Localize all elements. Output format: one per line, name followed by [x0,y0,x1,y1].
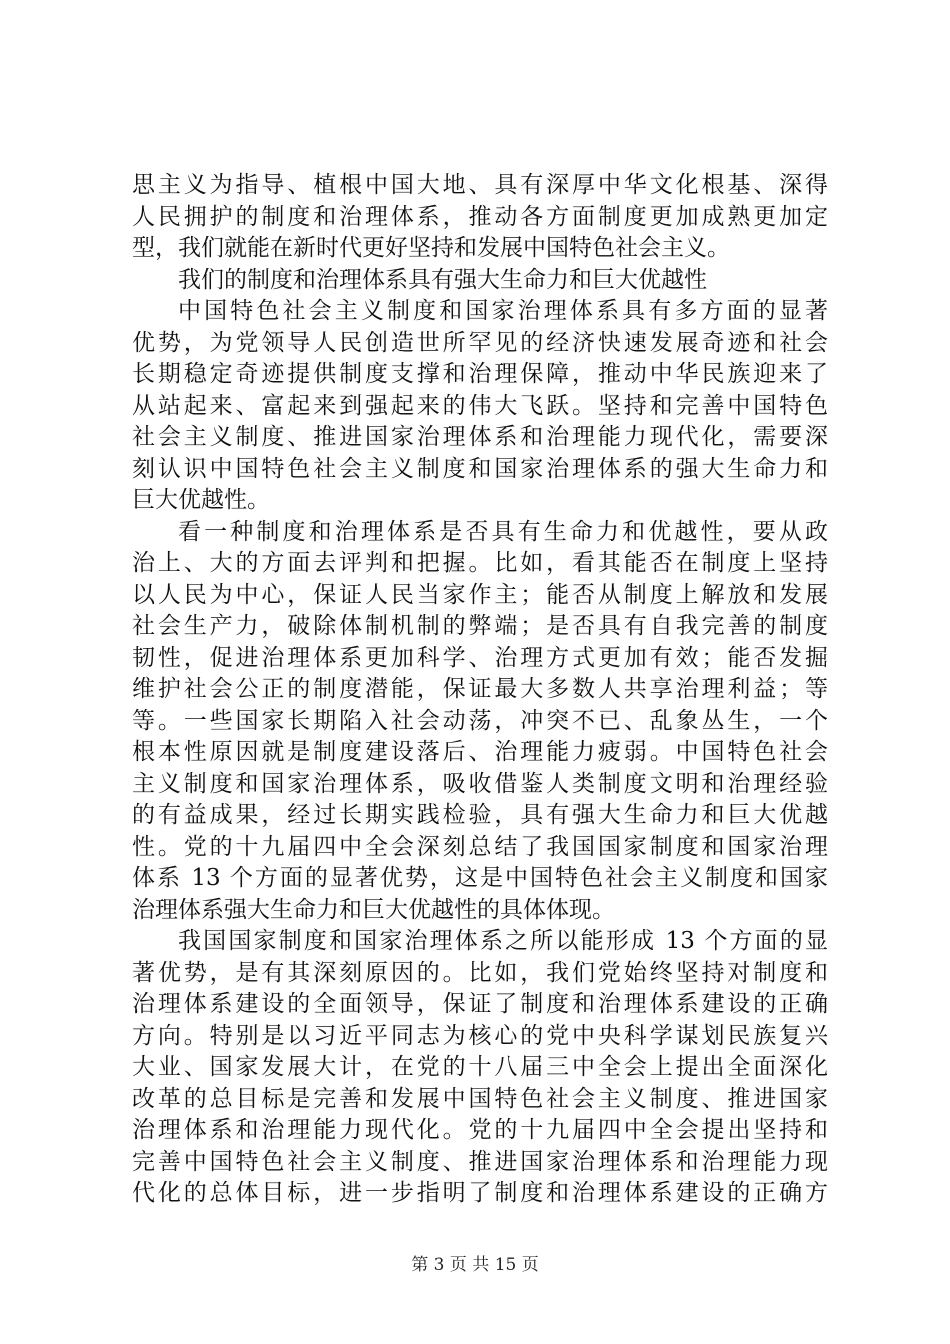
text-line: 维护社会公正的制度潜能，保证最大多数人共享治理利益；等 [132,676,828,702]
text-line: 治理体系建设的全面领导，保证了制度和治理体系建设的正确 [132,991,828,1017]
text-line: 治上、大的方面去评判和把握。比如，看其能否在制度上坚持 [132,550,828,576]
text-line: 著优势，是有其深刻原因的。比如，我们党始终坚持对制度和 [132,959,828,986]
text-line: 方向。特别是以习近平同志为核心的党中央科学谋划民族复兴 [132,1022,828,1049]
text-line: 刻认识中国特色社会主义制度和国家治理体系的强大生命力和 [132,455,828,482]
text-line: 优势，为党领导人民创造世所罕见的经济快速发展奇迹和社会 [132,329,828,356]
text-line: 大业、国家发展大计，在党的十八届三中全会上提出全面深化 [132,1054,828,1080]
text-line: 我国国家制度和国家治理体系之所以能形成 13 个方面的显 [178,928,828,954]
text-line: 巨大优越性。 [132,487,270,513]
text-line: 性。党的十九届四中全会深刻总结了我国国家制度和国家治理 [132,833,828,860]
text-line: 我们的制度和治理体系具有强大生命力和巨大优越性 [178,266,707,293]
text-line: 治理体系和治理能力现代化。党的十九届四中全会提出坚持和 [132,1117,828,1143]
text-line: 人民拥护的制度和治理体系，推动各方面制度更加成熟更加定 [132,203,828,230]
text-line: 社会主义制度、推进国家治理体系和治理能力现代化，需要深 [132,424,828,450]
text-line: 代化的总体目标，进一步指明了制度和治理体系建设的正确方 [132,1180,828,1206]
text-line: 体系 13 个方面的显著优势，这是中国特色社会主义制度和国家 [132,865,828,891]
text-line: 从站起来、富起来到强起来的伟大飞跃。坚持和完善中国特色 [132,392,828,419]
text-line: 治理体系强大生命力和巨大优越性的具体体现。 [132,896,615,923]
text-line: 韧性，促进治理体系更加科学、治理方式更加有效；能否发掘 [132,644,828,671]
text-line: 等。一些国家长期陷入社会动荡，冲突不已、乱象丛生，一个 [132,707,828,734]
text-line: 中国特色社会主义制度和国家治理体系具有多方面的显著 [178,298,828,324]
text-line: 完善中国特色社会主义制度、推进国家治理体系和治理能力现 [132,1148,828,1175]
text-line: 思主义为指导、植根中国大地、具有深厚中华文化根基、深得 [132,172,828,198]
text-line: 社会生产力，破除体制机制的弊端；是否具有自我完善的制度 [132,613,828,639]
body-text [132,170,828,1210]
text-line: 根本性原因就是制度建设落后、治理能力疲弱。中国特色社会 [132,739,828,765]
text-line: 改革的总目标是完善和发展中国特色社会主义制度、推进国家 [132,1085,828,1112]
text-line: 的有益成果，经过长期实践检验，具有强大生命力和巨大优越 [132,802,828,828]
page-footer [0,1250,950,1275]
text-line: 看一种制度和治理体系是否具有生命力和优越性，要从政 [178,518,828,545]
text-line: 以人民为中心，保证人民当家作主；能否从制度上解放和发展 [132,581,828,608]
text-line: 长期稳定奇迹提供制度支撑和治理保障，推动中华民族迎来了 [132,361,828,387]
text-line: 主义制度和国家治理体系，吸收借鉴人类制度文明和治理经验 [132,770,828,797]
text-line: 型，我们就能在新时代更好坚持和发展中国特色社会主义。 [132,235,730,261]
page-number: 第 3 页 共 15 页 [411,1255,539,1275]
